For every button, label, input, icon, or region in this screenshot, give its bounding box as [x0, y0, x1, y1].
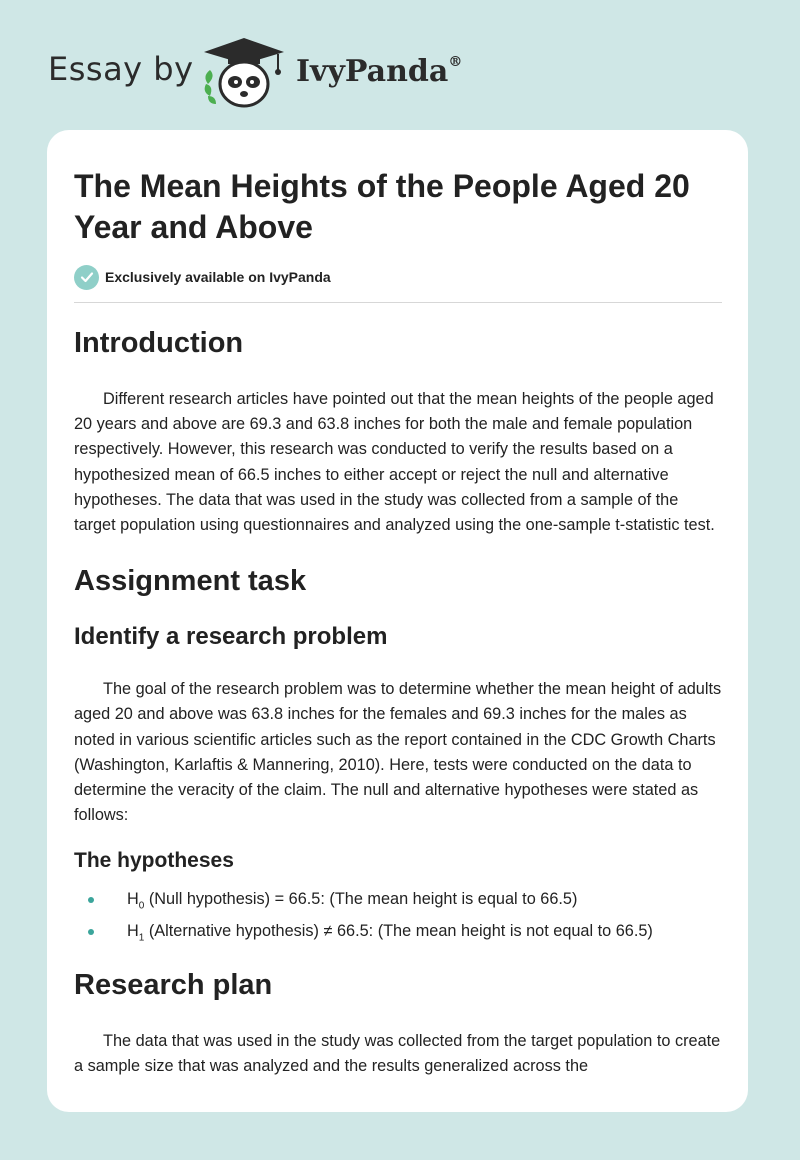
article-card	[47, 130, 748, 1112]
heading-assignment-task: Assignment task	[74, 565, 307, 598]
hypotheses-list	[74, 887, 722, 950]
heading-introduction: Introduction	[74, 327, 244, 359]
heading-research-problem: Identify a research problem	[74, 623, 388, 651]
heading-hypotheses: The hypotheses	[74, 849, 234, 873]
hypothesis-subscript: 0	[138, 900, 145, 912]
article-body	[74, 320, 722, 1079]
paragraph-introduction: Different research articles have pointed out that the mean heights of the people aged 20 years and above are 69.3 and 63.8 inches for both the male and female population respectively. However, this research was conducted to verify the results based on a hypothesized mean of 66.5 inches to either accept or reject the null and alternative hypotheses. The data that was used in the study was collected from a sample of the target population using questionnaires and analyzed using the one-sample t-statistic test.	[74, 390, 715, 535]
divider	[74, 302, 722, 303]
hypothesis-symbol: H	[127, 921, 139, 940]
paragraph-research-plan: The data that was used in the study was collected from the target population to create a sample size that was analyzed and the results generalized across the	[74, 1031, 721, 1076]
hypothesis-symbol: H	[127, 890, 139, 909]
list-item	[74, 887, 722, 918]
list-item	[74, 919, 722, 950]
heading-research-plan: Research plan	[74, 968, 273, 1001]
check-icon	[74, 265, 99, 290]
paragraph-research-problem: The goal of the research problem was to determine whether the mean height of adults aged 20 and above was 63.8 inches for the females and 69.3 inches for the males as noted in various scientific articles such as the report contained in the CDC Growth Charts (Washington, Karlaftis & Mannering, 2010). Here, tests were conducted on the data to determine the veracity of the claim. The null and alternative hypotheses were stated as follows:	[74, 680, 722, 825]
panda-logo-icon[interactable]	[198, 34, 290, 110]
registered-mark: ®	[448, 54, 463, 70]
exclusive-label: Exclusively available on IvyPanda	[105, 269, 331, 285]
brand-text: IvyPanda	[296, 54, 449, 89]
brand-name[interactable]	[296, 54, 462, 89]
site-header	[0, 0, 800, 120]
hypothesis-text: (Null hypothesis) = 66.5: (The mean height is equal to 66.5)	[144, 890, 578, 909]
hypothesis-text: (Alternative hypothesis) ≠ 66.5: (The mean height is not equal to 66.5)	[144, 921, 653, 940]
page-title: The Mean Heights of the People Aged 20 Year and Above	[74, 168, 690, 245]
essay-by-label: Essay by	[48, 50, 194, 88]
exclusive-badge	[74, 264, 331, 290]
hypothesis-subscript: 1	[138, 931, 145, 943]
